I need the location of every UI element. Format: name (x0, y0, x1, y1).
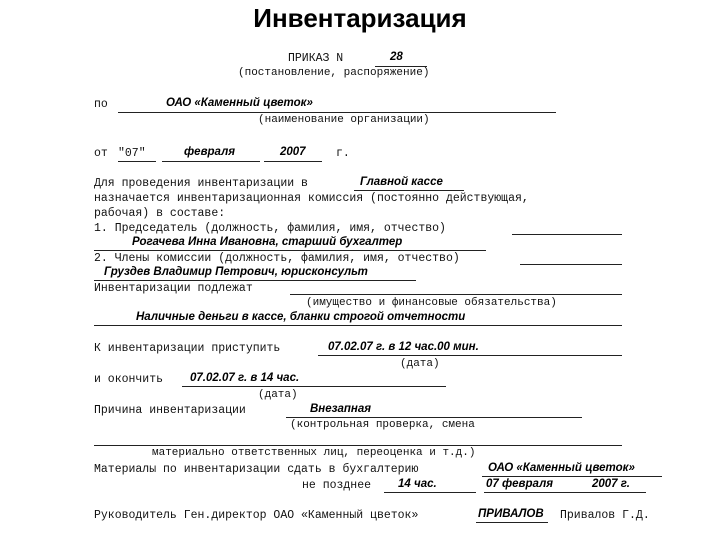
date-month: февраля (184, 146, 236, 158)
submit-time: 14 час. (398, 478, 437, 490)
start-value: 07.02.07 г. в 12 час.00 мин. (328, 341, 479, 353)
order-type-caption: (постановление, распоряжение) (238, 67, 430, 79)
submit-deadline-label: не позднее (302, 479, 372, 492)
purpose-line-2: назначается инвентаризационная комиссия (постоянно действующая, (94, 192, 529, 205)
submit-label: Материалы по инвентаризации сдать в бухгалтерию (94, 463, 419, 476)
org-name-line (118, 112, 556, 113)
end-value: 07.02.07 г. в 14 час. (190, 372, 300, 384)
signature-sign-line (476, 522, 548, 523)
start-caption: (дата) (400, 358, 440, 370)
date-month-line (162, 161, 260, 162)
purpose-place-line (354, 190, 464, 191)
reason-line-2 (94, 445, 622, 446)
members-value: Груздев Владимир Петрович, юрисконсульт (104, 266, 368, 278)
signature-sign: ПРИВАЛОВ (478, 508, 544, 520)
end-value-line (182, 386, 446, 387)
submit-time-line (384, 492, 476, 493)
chairman-label: 1. Председатель (должность, фамилия, имя, отчество) (94, 222, 446, 235)
members-value-line (94, 280, 416, 281)
org-caption: (наименование организации) (258, 114, 430, 126)
order-heading: ПРИКАЗ N (288, 52, 344, 65)
org-name: ОАО «Каменный цветок» (166, 97, 313, 109)
org-prefix: по (94, 98, 108, 111)
subject-value-line (94, 325, 622, 326)
members-line-right (520, 264, 622, 265)
date-day: "07" (118, 147, 146, 160)
submit-org-line (482, 476, 662, 477)
reason-caption-2: материально ответственных лиц, переоценка и т.д.) (152, 447, 476, 459)
members-label: 2. Члены комиссии (должность, фамилия, имя, отчество) (94, 252, 460, 265)
chairman-line-right (512, 234, 622, 235)
start-value-line (318, 355, 622, 356)
end-caption: (дата) (258, 389, 298, 401)
subject-line-right (290, 294, 622, 295)
purpose-line-3: рабочая) в составе: (94, 207, 226, 220)
date-prefix: от (94, 147, 108, 160)
chairman-value: Рогачева Инна Ивановна, старший бухгалтер (132, 236, 403, 248)
subject-caption: (имущество и финансовые обязательства) (306, 297, 557, 309)
order-number: 28 (390, 51, 403, 63)
end-label: и окончить (94, 373, 164, 386)
subject-value: Наличные деньги в кассе, бланки строгой отчетности (136, 311, 466, 323)
purpose-line-1: Для проведения инвентаризации в (94, 177, 308, 190)
date-year-line (264, 161, 322, 162)
date-suffix: г. (336, 147, 350, 160)
submit-date: 07 февраля (486, 478, 553, 490)
reason-label: Причина инвентаризации (94, 404, 246, 417)
date-day-line (118, 161, 156, 162)
submit-org: ОАО «Каменный цветок» (488, 462, 635, 474)
submit-date-line (484, 492, 646, 493)
start-label: К инвентаризации приступить (94, 342, 281, 355)
date-year: 2007 (280, 146, 306, 158)
reason-value: Внезапная (310, 403, 372, 415)
signature-label: Руководитель Ген.директор ОАО «Каменный цветок» (94, 509, 419, 522)
signature-name: Привалов Г.Д. (560, 509, 650, 522)
submit-year: 2007 г. (592, 478, 630, 490)
subject-label: Инвентаризации подлежат (94, 282, 253, 295)
page-title: Инвентаризация (253, 3, 467, 33)
chairman-value-line (94, 250, 486, 251)
reason-caption-1: (контрольная проверка, смена (290, 419, 475, 431)
reason-value-line (286, 417, 582, 418)
purpose-place: Главной кассе (360, 176, 443, 188)
